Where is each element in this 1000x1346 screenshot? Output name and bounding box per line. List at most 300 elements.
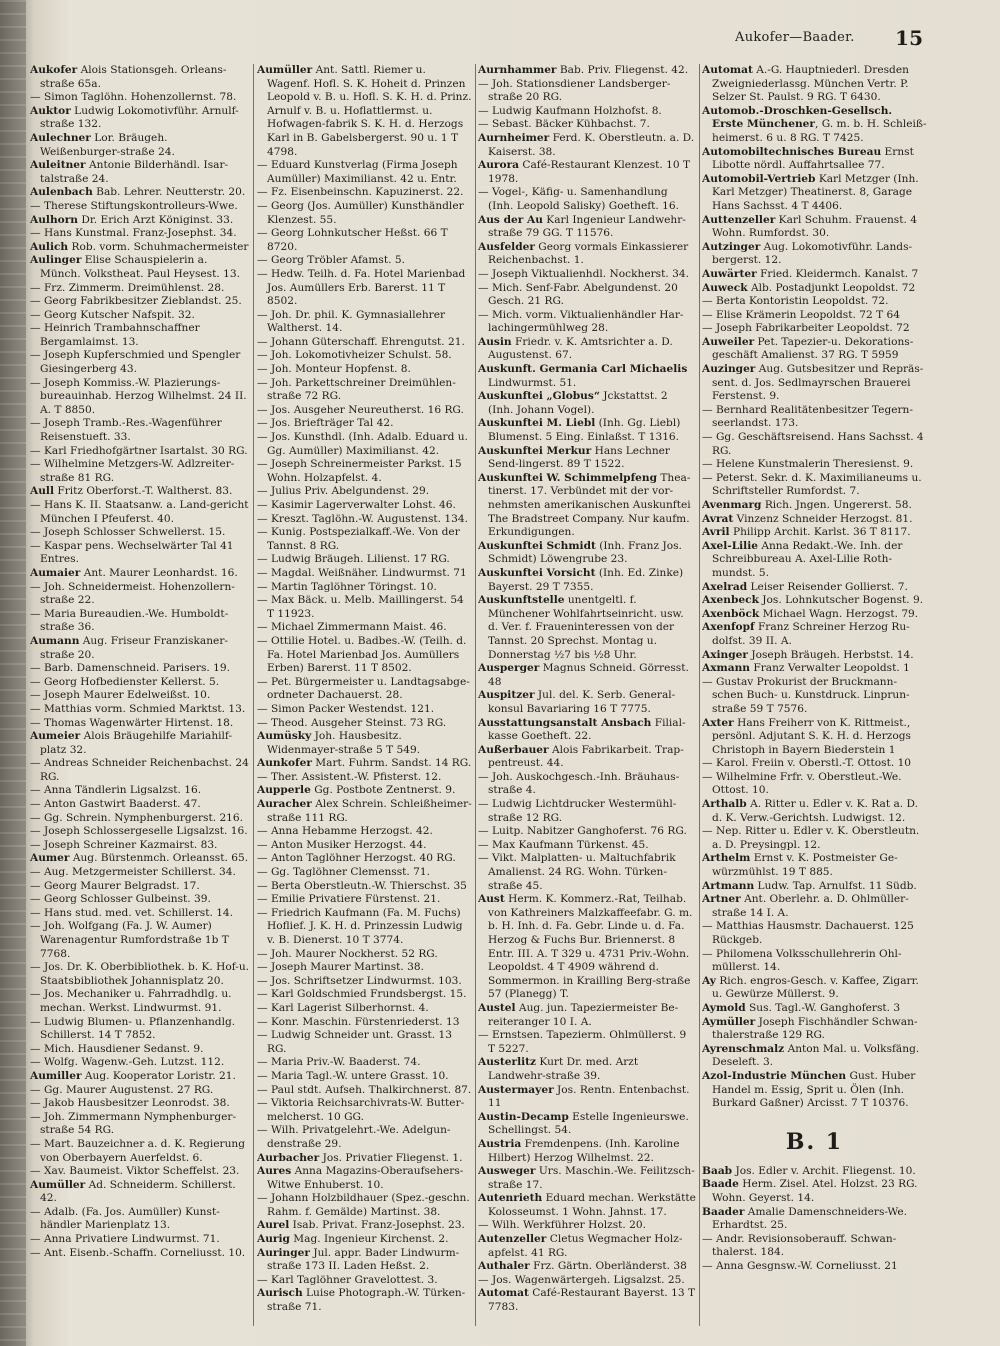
entry-surname: Ay [702, 974, 716, 987]
entry-details: Elise Schauspielerin a. Münch. Volkstheat. Paul Heysest. 13. [40, 254, 240, 280]
entry-details: — Anton Musiker Herzogst. 44. [257, 838, 427, 851]
directory-entry [702, 1043, 927, 1070]
directory-entry [702, 1002, 927, 1016]
directory-entry [702, 852, 927, 879]
entry-surname: Austria [478, 1137, 522, 1150]
entry-details: Jos. Edler v. Archit. Fliegenst. 10. [732, 1164, 916, 1177]
directory-entry [30, 227, 250, 241]
entry-details: — Kunig. Postspezialkaff.-We. Von der Tannst. 8 RG. [257, 526, 460, 552]
entry-details: — Karl Friedhofgärtner Isartalst. 30 RG. [30, 444, 248, 457]
entry-surname: Austerlitz [478, 1056, 537, 1069]
directory-entry [30, 689, 250, 703]
directory-entry [30, 567, 250, 581]
entry-surname: Arthelm [702, 852, 751, 865]
directory-entry [478, 839, 696, 853]
entry-details: Hans Lechner Send-lingerst. 89 T 1522. [488, 444, 670, 471]
entry-details: Rich. engros-Gesch. v. Kaffee, Zigarr. u. Gewürze Müllerst. 9. [712, 974, 919, 1001]
entry-surname: Authaler [478, 1260, 530, 1273]
entry-surname: Aukofer [30, 64, 78, 76]
entry-details: — Nep. Ritter u. Edler v. K. Oberstleutn. a. D. Preysingpl. 12. [702, 825, 920, 851]
entry-details: — Mart. Bauzeichner a. d. K. Regierung von Oberbayern Auerfeldst. 6. [30, 1137, 246, 1164]
entry-details: A. Ritter u. Edler v. K. Rat a. D. d. K. Verw.-Gerichtsh. Ludwigst. 12. [712, 798, 919, 824]
entry-details: — Wolfg. Wagenw.-Geh. Lutzst. 112. [30, 1056, 225, 1069]
directory-entry [478, 567, 696, 594]
entry-details: — Georg Maurer Belgradst. 17. [30, 879, 200, 892]
entry-surname: Auttenzeller [702, 213, 776, 226]
directory-entry [257, 839, 472, 853]
directory-entry [478, 1111, 696, 1138]
directory-entry [702, 1016, 927, 1043]
entry-details: — Ludwig Schneider unt. Grasst. 13 RG. [257, 1029, 453, 1055]
column-1 [30, 64, 250, 1326]
entry-surname: Axmann [702, 662, 751, 675]
directory-entry [478, 363, 696, 390]
entry-details: Ant. Oberlehr. a. D. Ohlmüller-straße 14 I. A. [712, 893, 909, 919]
entry-surname: Auskunftstelle [478, 594, 565, 607]
directory-entry [702, 1165, 927, 1179]
directory-entry [257, 1070, 472, 1084]
entry-details: — Karl Goldschmied Frundsbergst. 15. [257, 988, 467, 1001]
directory-entry [478, 1260, 696, 1274]
entry-details: Philipp Archit. Karlst. 36 T 8117. [729, 526, 911, 539]
directory-entry [257, 404, 472, 418]
directory-entry [257, 1124, 472, 1151]
directory-entry [257, 961, 472, 975]
entry-details: Joh. Hausbesitz. Widenmayer-straße 5 T 549. [267, 730, 421, 756]
entry-details: Franz Verwalter Leopoldst. 1 [750, 662, 910, 675]
directory-entry [257, 1233, 472, 1247]
directory-entry [30, 64, 250, 91]
entry-details: — Joh. Auskochgesch.-Inh. Bräuhaus-straße 4. [478, 770, 680, 797]
directory-entry [257, 458, 472, 485]
directory-entry [257, 730, 472, 757]
entry-details: — Jos. Wagenwärtergeh. Ligsalzst. 25. [478, 1273, 685, 1286]
entry-details: — Ernstsen. Tapezierm. Ohlmüllerst. 9 T 5227. [478, 1029, 687, 1055]
directory-entry [702, 241, 927, 268]
directory-entry [257, 1165, 472, 1192]
directory-entry [30, 295, 250, 309]
entry-details: — Mich. vorm. Viktualienhändler Har-lachingermühlweg 28. [478, 308, 684, 335]
entry-details: Leiser Reisender Gollierst. 7. [747, 580, 908, 593]
directory-entry [30, 852, 250, 866]
directory-entry [30, 961, 250, 988]
entry-details: — Martin Taglöhner Töringst. 10. [257, 580, 437, 593]
entry-details: — Maria Bureaudien.-We. Humboldt-straße 36. [30, 607, 229, 634]
entry-details: — Ottilie Hotel. u. Badbes.-W. (Teilh. d. Fa. Hotel Marienbad Jos. Aumüllers Erben) Barerst. 11 T 8502. [257, 634, 467, 675]
entry-details: — Jos. Schriftsetzer Lindwurmst. 103. [257, 974, 462, 987]
entry-details: Fried. Kleidermch. Kanalst. 7 [756, 267, 919, 280]
entry-details: Lor. Bräugeh. Weißenburger-straße 24. [40, 131, 175, 158]
directory-entry [257, 948, 472, 962]
directory-entry [30, 349, 250, 376]
entry-surname: Auringer [257, 1246, 310, 1259]
entry-details: — Heinrich Trambahnschaffner Bergamlaimst. 13. [30, 322, 200, 348]
directory-entry [478, 64, 696, 78]
directory-entry [257, 417, 472, 431]
column-4 [702, 64, 927, 1326]
entry-details: Bab. Lehrer. Neutterstr. 20. [92, 186, 246, 199]
directory-entry [702, 621, 927, 648]
entry-details: — Kaspar pens. Wechselwärter Tal 41 Entres. [30, 539, 234, 566]
entry-surname: Automobil-Vertrieb [702, 172, 816, 185]
directory-entry [30, 907, 250, 921]
directory-entry [30, 812, 250, 826]
entry-details: — Georg (Jos. Aumüller) Kunsthändler Klenzest. 55. [257, 199, 464, 226]
directory-entry [257, 635, 472, 676]
directory-entry [257, 852, 472, 866]
entry-details: — Hedw. Teilh. d. Fa. Hotel Marienbad Jos. Aumüllers Erb. Barerst. 11 T 8502. [257, 267, 466, 308]
entry-surname: Arthalb [702, 798, 747, 811]
entry-details: Alb. Postadjunkt Leopoldst. 72 [747, 281, 916, 294]
entry-details: — Georg Lohnkutscher Heßst. 66 T 8720. [257, 227, 448, 253]
entry-surname: Baab [702, 1164, 733, 1177]
directory-entry [702, 214, 927, 241]
entry-details: Joseph Fischhändler Schwan-thalerstraße 129 RG. [712, 1015, 918, 1042]
entry-details: — Sebast. Bäcker Kühbachst. 7. [478, 118, 650, 131]
entry-surname: Ausstattungsanstalt Ansbach [478, 716, 652, 729]
entry-details: — Julius Priv. Abelgundenst. 29. [257, 485, 430, 498]
entry-details: Thea-tinerst. 17. Verbündet mit der vor-nehmsten amerikanischen Auskunftei The Bradstreet Company. Nur kaufm. Erkundigungen. [488, 471, 691, 539]
entry-details: Aug. Friseur Franziskaner-straße 20. [40, 634, 228, 661]
entry-surname: Baade [702, 1178, 739, 1191]
entry-surname: Ausweger [478, 1165, 536, 1178]
directory-entry [257, 757, 472, 771]
directory-entry [702, 268, 927, 282]
directory-entry [478, 1233, 696, 1260]
entry-details: Ant. Maurer Leonhardst. 16. [80, 566, 238, 579]
directory-entry [257, 893, 472, 907]
entry-surname: Aumeier [30, 730, 81, 743]
entry-details: — Luitp. Nabitzer Ganghoferst. 76 RG. [478, 825, 687, 838]
entry-details: Aug. Lokomotivführ. Lands-bergerst. 12. [712, 240, 913, 267]
directory-entry [702, 594, 927, 608]
entry-details: Frz. Gärtn. Oberländerst. 38 [529, 1260, 687, 1273]
directory-entry [702, 880, 927, 894]
directory-entry [478, 852, 696, 893]
entry-details: — Jos. Briefträger Tal 42. [257, 417, 394, 430]
entry-details: — Wilh. Privatgelehrt.-We. Adelgun-denstraße 29. [257, 1124, 451, 1150]
entry-surname: Auskunftei Vorsicht [478, 566, 596, 579]
binding-edge [0, 0, 26, 1346]
entry-details: — Joh. Schneidermeist. Hohenzollern-straße 22. [30, 580, 235, 607]
directory-entry [478, 594, 696, 662]
entry-details: Jos. Lohnkutscher Bogenst. 9. [758, 594, 924, 607]
entry-details: — Anna Privatiere Lindwurmst. 71. [30, 1233, 220, 1246]
directory-entry [30, 880, 250, 894]
entry-surname: Azol-Industrie München [702, 1069, 847, 1082]
entry-surname: Aurig [257, 1233, 290, 1246]
entry-details: unentgeltl. f. Münchener Wohlfahrtseinricht. usw. d. Ver. f. Fraueninteressen von der Tannst. 20 Sprechst. Montag u. Donnerstag ½7 bis ½8 Uhr. [488, 594, 684, 661]
directory-entry [30, 635, 250, 662]
entry-details: Hans Freiherr von K. Rittmeist., persönl. Adjutant S. K. H. d. Herzogs Christoph in Bayern Biederstein 1 [712, 716, 911, 756]
entry-details: Ad. Schneiderm. Schillerst. 42. [40, 1178, 236, 1205]
entry-details: — Anna Hebamme Herzogst. 42. [257, 825, 433, 838]
entry-details: — Ther. Assistent.-W. Pfisterst. 12. [257, 770, 442, 783]
directory-entry [30, 1111, 250, 1138]
entry-details: — Therese Stiftungskontrolleurs-Wwe. [30, 199, 238, 212]
entry-details: — Gg. Taglöhner Clemensst. 71. [257, 866, 431, 879]
entry-surname: Aumüller [257, 64, 313, 76]
entry-details: Luise Photograph.-W. Türken-straße 71. [267, 1287, 466, 1314]
directory-entry [30, 1070, 250, 1084]
directory-entry [702, 1233, 927, 1260]
entry-details: Jul. del. K. Serb. General-konsul Bavariaring 16 T 7775. [488, 689, 676, 715]
entry-surname: Aurora [478, 159, 520, 172]
entry-surname: Auskunftei M. Liebl [478, 417, 596, 430]
directory-entry [478, 1165, 696, 1192]
entry-details: — Joh. Maurer Nockherst. 52 RG. [257, 947, 438, 960]
directory-entry [702, 282, 927, 296]
entry-details: Jckstattst. 2 (Inh. Johann Vogel). [488, 390, 668, 416]
entry-details: — Philomena Volksschullehrerin Ohl-müllerst. 14. [702, 947, 902, 974]
entry-surname: Aumaier [30, 566, 81, 579]
entry-details: Sus. Tagl.-W. Ganghoferst. 3 [745, 1001, 901, 1014]
directory-entry [30, 717, 250, 731]
entry-details: Ludw. Tap. Arnulfst. 11 Südb. [754, 879, 917, 892]
entry-surname: Auzinger [702, 363, 756, 376]
entry-details: Herm. Zisel. Atel. Holzst. 23 RG. Wohn. Geyerst. 14. [712, 1178, 918, 1204]
directory-entry [478, 309, 696, 336]
entry-details: — Anna Gesgnsw.-W. Corneliusst. 21 [702, 1259, 898, 1272]
entry-details: — Mich. Hausdiener Sedanst. 9. [30, 1042, 204, 1055]
entry-details: — Georg Tröbler Afamst. 5. [257, 254, 405, 267]
directory-entry [478, 1138, 696, 1165]
directory-entry [478, 689, 696, 716]
directory-entry [702, 526, 927, 540]
entry-details: (Inh. Franz Jos. Schmidt) Löwengrube 23. [488, 539, 682, 566]
directory-entry [30, 1206, 250, 1233]
entry-surname: Axelrad [702, 580, 748, 593]
entry-details: Georg vormals Einkassierer Reichenbachst. 1. [488, 240, 689, 267]
directory-entry [30, 608, 250, 635]
entry-surname: Aurnheimer [478, 131, 550, 144]
entry-details: — Gg. Maurer Augustenst. 27 RG. [30, 1083, 214, 1096]
entry-surname: Auspitzer [478, 689, 535, 702]
entry-surname: Automat [702, 64, 753, 76]
entry-details: — Joh. Parkettschreiner Dreimühlen-straße 72 RG. [257, 376, 456, 403]
directory-entry [30, 417, 250, 444]
directory-entry [478, 1056, 696, 1083]
entry-surname: Aumüsky [257, 730, 312, 743]
entry-details: — Michael Zimmermann Maist. 46. [257, 621, 447, 634]
directory-entry [30, 186, 250, 200]
entry-details: — Maria Tagl.-W. untere Grasst. 10. [257, 1069, 449, 1082]
directory-entry [257, 784, 472, 798]
entry-details: — Georg Schlosser Gulbeinst. 39. [30, 893, 211, 906]
directory-entry [257, 1002, 472, 1016]
directory-entry [478, 540, 696, 567]
directory-entry [30, 1043, 250, 1057]
entry-surname: Aymold [702, 1001, 746, 1014]
entry-surname: Auskunftei „Globus“ [478, 390, 600, 403]
directory-entry [257, 567, 472, 581]
entry-details: — Ludwig Blumen- u. Pflanzenhandlg. Schillerst. 14 T 7852. [30, 1015, 236, 1042]
directory-entry [30, 730, 250, 757]
entry-surname: Auleitner [30, 159, 86, 172]
directory-entry [30, 893, 250, 907]
entry-surname: Auracher [257, 798, 312, 811]
directory-entry [478, 241, 696, 268]
directory-entry [30, 377, 250, 418]
entry-details: — Konr. Maschin. Fürstenriederst. 13 [257, 1015, 460, 1028]
directory-entry [478, 1084, 696, 1111]
directory-entry [478, 268, 696, 282]
entry-surname: Aymüller [702, 1015, 756, 1028]
directory-entry [478, 118, 696, 132]
entry-details: Alois Bräugehilfe Mariahilf-platz 32. [40, 730, 233, 756]
entry-surname: Artmann [702, 879, 755, 892]
directory-entry [257, 186, 472, 200]
entry-details: Michael Wagn. Herzogst. 79. [759, 607, 919, 620]
directory-entry [478, 336, 696, 363]
directory-entry [702, 757, 927, 771]
entry-details: Dr. Erich Arzt Königinst. 33. [78, 213, 234, 226]
entry-details: Joseph Bräugeh. Herbstst. 14. [748, 648, 914, 661]
entry-surname: Aulich [30, 240, 69, 253]
entry-details: Estelle Ingenieurswe. Schellingst. 54. [488, 1110, 689, 1137]
entry-surname: Auweck [702, 281, 748, 294]
entry-details: — Barb. Damenschneid. Parisers. 19. [30, 662, 230, 675]
entry-details: — Matthias Hausmstr. Dachauerst. 125 Rückgeb. [702, 920, 914, 946]
entry-surname: Ausfelder [478, 240, 535, 253]
entry-details: — Jos. Kunsthdl. (Inh. Adalb. Eduard u. Gg. Aumüller) Maximilianst. 42. [257, 431, 468, 457]
directory-entry [257, 363, 472, 377]
directory-entry [257, 499, 472, 513]
entry-details: — Max Bäck. u. Melb. Maillingerst. 54 T 11923. [257, 594, 464, 620]
directory-entry [257, 703, 472, 717]
entry-details: — Joseph Maurer Martinst. 38. [257, 961, 424, 974]
directory-entry [30, 1056, 250, 1070]
entry-details: — Ludwig Kaufmann Holzhofst. 8. [478, 104, 662, 117]
directory-entry [30, 798, 250, 812]
entry-details: Rob. vorm. Schuhmachermeister [68, 240, 249, 253]
directory-entry [257, 1029, 472, 1056]
entry-details: — Karol. Freiin v. Oberstl.-T. Ottost. 10 [702, 757, 912, 770]
directory-entry [257, 771, 472, 785]
directory-entry [257, 349, 472, 363]
entry-surname: Ayrenschmalz [702, 1042, 785, 1055]
entry-details: Fritz Oberforst.-T. Waltherst. 83. [53, 485, 233, 498]
directory-entry [30, 703, 250, 717]
directory-entry [257, 1287, 472, 1314]
directory-entry [30, 458, 250, 485]
directory-entry [478, 78, 696, 105]
directory-entry [257, 1056, 472, 1070]
directory-entry [478, 744, 696, 771]
entry-details: Lindwurmst. 51. [488, 376, 577, 389]
directory-entry [257, 336, 472, 350]
entry-details: — Joseph Schreiner Kazmairst. 83. [30, 838, 218, 851]
directory-entry [257, 717, 472, 731]
entry-details: Franz Schreiner Herzog Ru-dolfst. 39 II. A. [712, 621, 910, 647]
entry-details: — Johann Holzbildhauer (Spez.-geschn. Rahm. f. Gemälde) Martinst. 38. [257, 1192, 470, 1218]
directory-entry [257, 485, 472, 499]
directory-entry [257, 988, 472, 1002]
entry-surname: Automob.-Droschken-Gesellsch. Erste Münchener [702, 104, 893, 131]
entry-surname: Außerbauer [478, 743, 549, 756]
entry-details: — Wilhelmine Frfr. v. Oberstleut.-We. Ottost. 10. [702, 770, 902, 797]
entry-details: — Berta Kontoristin Leopoldst. 72. [702, 295, 889, 308]
directory-entry [478, 132, 696, 159]
directory-entry [702, 173, 927, 214]
directory-entry [257, 526, 472, 553]
directory-entry [257, 798, 472, 825]
directory-entry [257, 866, 472, 880]
entry-surname: Axel-Lilie [702, 539, 758, 552]
entry-details: Friedr. v. K. Amtsrichter a. D. Augustenst. 67. [488, 335, 673, 362]
entry-surname: Aurbacher [257, 1151, 320, 1164]
entry-surname: Avril [702, 526, 730, 539]
directory-entry [30, 485, 250, 499]
entry-details: Anna Magazins-Oberaufsehers-Witwe Enhuberst. 10. [267, 1165, 464, 1191]
directory-entry [30, 1247, 250, 1261]
column-3 [478, 64, 696, 1326]
directory-entry [478, 1274, 696, 1288]
directory-entry [478, 825, 696, 839]
entry-surname: Auskunftei Schmidt [478, 539, 596, 552]
entry-surname: Aumüller [30, 1178, 86, 1191]
entry-surname: Aust [478, 893, 505, 906]
directory-entry [30, 499, 250, 526]
entry-details: — Joseph Schreinermeister Parkst. 15 Wohn. Holzapfelst. 4. [257, 458, 462, 484]
entry-surname: Aupperle [257, 784, 311, 797]
directory-entry [702, 771, 927, 798]
entry-details: — Thomas Wagenwärter Hirtenst. 18. [30, 716, 234, 729]
entry-details: — Xav. Baumeist. Viktor Scheffelst. 23. [30, 1165, 240, 1178]
directory-entry [702, 948, 927, 975]
running-header: Aukofer—Baader. [735, 30, 855, 45]
entry-surname: Aumann [30, 634, 80, 647]
entry-details: Alex Schrein. Schleißheimer-straße 111 RG. [267, 798, 472, 824]
entry-details: Alois Stationsgeh. Orleans-straße 65a. [40, 64, 227, 90]
entry-details: Ludwig Lokomotivführ. Arnulf-straße 132. [40, 104, 239, 131]
entry-surname: Ausin [478, 335, 512, 348]
directory-entry [30, 200, 250, 214]
entry-details: A.-G. Hauptniederl. Dresden Zweigniederlassg. München Vertr. P. Selzer St. Paulst. 9 RG. T 6430. [712, 64, 909, 104]
entry-details: — Anton Taglöhner Herzogst. 40 RG. [257, 852, 456, 865]
entry-details: — Anton Gastwirt Baaderst. 47. [30, 798, 201, 811]
directory-entry [30, 159, 250, 186]
directory-entry [702, 893, 927, 920]
directory-entry [30, 825, 250, 839]
directory-entry [30, 839, 250, 853]
directory-entry [702, 920, 927, 947]
entry-details: — Jos. Mechaniker u. Fahrradhdlg. u. mechan. Werkst. Lindwurmst. 91. [30, 988, 232, 1014]
entry-details: — Emilie Privatiere Fürstenst. 21. [257, 893, 441, 906]
entry-details: Mag. Ingenieur Kirchenst. 2. [289, 1233, 449, 1246]
directory-entry [702, 676, 927, 717]
directory-entry [30, 526, 250, 540]
directory-entry [30, 1165, 250, 1179]
directory-entry [30, 105, 250, 132]
entry-details: Jul. appr. Bader Lindwurm-straße 173 II. Laden Heßst. 2. [267, 1246, 460, 1273]
entry-surname: Ausperger [478, 662, 540, 675]
directory-entry [257, 513, 472, 527]
entry-details: — Joseph Schlossergeselle Ligsalzst. 16. [30, 825, 248, 838]
entry-details: — Paul stdt. Aufseh. Thalkirchnerst. 87. [257, 1083, 472, 1096]
entry-surname: Automobiltechnisches Bureau [702, 145, 882, 158]
directory-entry [478, 390, 696, 417]
column-rule [699, 64, 700, 1326]
directory-entry [30, 1179, 250, 1206]
directory-entry [478, 662, 696, 689]
directory-entry [478, 159, 696, 186]
entry-details: Ernst v. K. Postmeister Ge-würzmühlst. 19 T 885. [712, 852, 898, 879]
entry-details: — Kreszt. Taglöhn.-W. Augustenst. 134. [257, 512, 468, 525]
directory-entry [30, 322, 250, 349]
entry-details: Mart. Fuhrm. Sandst. 14 RG. [311, 757, 472, 770]
entry-details: — Joseph Kommiss.-W. Plazierungs-bureauinhab. Herzog Wilhelmst. 24 II. A. T 8850. [30, 376, 247, 416]
